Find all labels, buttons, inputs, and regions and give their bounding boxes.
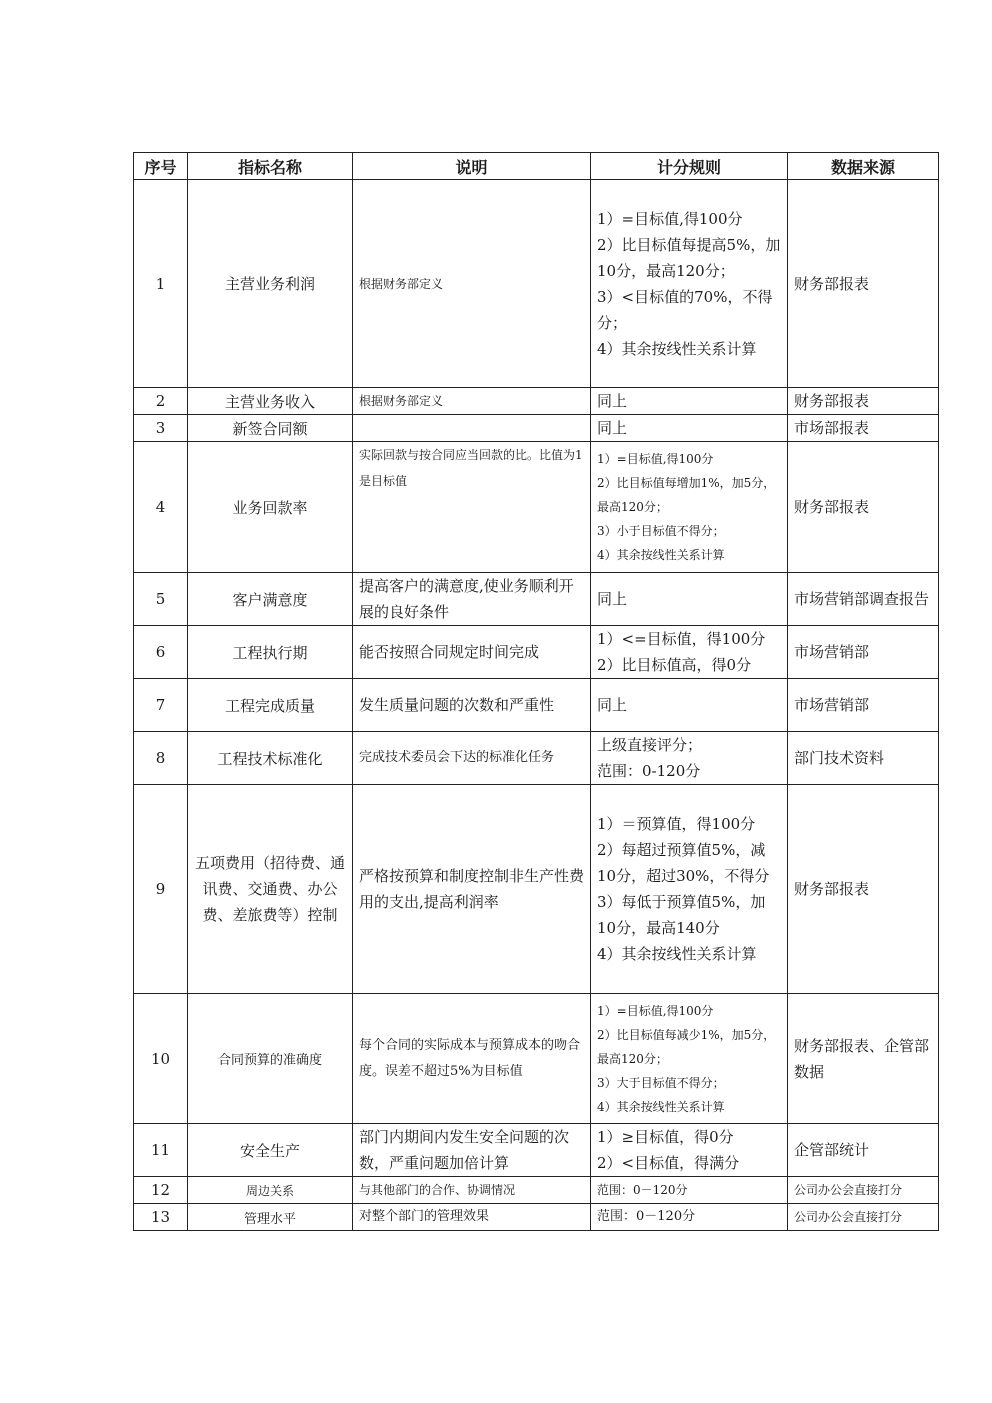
row-desc: 对整个部门的管理效果 — [353, 1204, 591, 1231]
row-source: 市场部报表 — [788, 415, 939, 442]
row-desc — [353, 415, 591, 442]
row-desc: 根据财务部定义 — [353, 180, 591, 388]
header-desc: 说明 — [353, 153, 591, 180]
row-rule: 同上 — [591, 415, 788, 442]
row-desc: 与其他部门的合作、协调情况 — [353, 1177, 591, 1204]
row-name: 主营业务利润 — [188, 180, 353, 388]
row-name: 工程完成质量 — [188, 679, 353, 732]
row-no: 9 — [134, 785, 188, 994]
row-no: 5 — [134, 573, 188, 626]
table-row — [134, 994, 939, 1124]
row-rule: 1）≥目标值，得0分 2）<目标值，得满分 — [591, 1124, 788, 1177]
row-source: 市场营销部 — [788, 626, 939, 679]
row-source: 财务部报表 — [788, 785, 939, 994]
row-source: 财务部报表 — [788, 180, 939, 388]
table-row — [134, 573, 939, 626]
row-name: 管理水平 — [188, 1204, 353, 1231]
row-name: 主营业务收入 — [188, 388, 353, 415]
row-name: 五项费用（招待费、通讯费、交通费、办公费、差旅费等）控制 — [188, 785, 353, 994]
header-no: 序号 — [134, 153, 188, 180]
row-name: 业务回款率 — [188, 442, 353, 573]
table-row — [134, 1177, 939, 1204]
kpi-table — [133, 152, 939, 1231]
row-rule: 同上 — [591, 573, 788, 626]
row-rule: 范围：0－120分 — [591, 1177, 788, 1204]
row-source: 公司办公会直接打分 — [788, 1204, 939, 1231]
row-rule: 上级直接评分； 范围：0-120分 — [591, 732, 788, 785]
row-rule: 同上 — [591, 388, 788, 415]
row-rule: 范围：0－120分 — [591, 1204, 788, 1231]
row-name: 新签合同额 — [188, 415, 353, 442]
row-desc: 提高客户的满意度,使业务顺利开展的良好条件 — [353, 573, 591, 626]
row-desc: 能否按照合同规定时间完成 — [353, 626, 591, 679]
header-source: 数据来源 — [788, 153, 939, 180]
table-row — [134, 180, 939, 388]
row-source: 市场营销部 — [788, 679, 939, 732]
row-desc: 严格按预算和制度控制非生产性费用的支出,提高利润率 — [353, 785, 591, 994]
row-no: 12 — [134, 1177, 188, 1204]
row-no: 7 — [134, 679, 188, 732]
row-name: 工程执行期 — [188, 626, 353, 679]
row-source: 企管部统计 — [788, 1124, 939, 1177]
row-no: 13 — [134, 1204, 188, 1231]
row-rule: 1）=目标值,得100分 2）比目标值每增加1%，加5分，最高120分； 3）小于目标值不得分； 4）其余按线性关系计算 — [591, 442, 788, 573]
row-desc: 每个合同的实际成本与预算成本的吻合度。误差不超过5%为目标值 — [353, 994, 591, 1124]
row-rule: 同上 — [591, 679, 788, 732]
table-row — [134, 1204, 939, 1231]
row-no: 3 — [134, 415, 188, 442]
row-source: 财务部报表、企管部数据 — [788, 994, 939, 1124]
row-no: 6 — [134, 626, 188, 679]
row-name: 周边关系 — [188, 1177, 353, 1204]
row-desc: 部门内期间内发生安全问题的次数，严重问题加倍计算 — [353, 1124, 591, 1177]
row-no: 1 — [134, 180, 188, 388]
table-row — [134, 442, 939, 573]
table-row — [134, 626, 939, 679]
row-name: 安全生产 — [188, 1124, 353, 1177]
row-no: 4 — [134, 442, 188, 573]
row-rule: 1）<=目标值，得100分 2）比目标值高，得0分 — [591, 626, 788, 679]
table-row — [134, 1124, 939, 1177]
row-rule: 1）=目标值,得100分 2）比目标值每减少1%，加5分，最高120分； 3）大于目标值不得分； 4）其余按线性关系计算 — [591, 994, 788, 1124]
row-source: 市场营销部调查报告 — [788, 573, 939, 626]
table-row — [134, 415, 939, 442]
row-desc: 根据财务部定义 — [353, 388, 591, 415]
row-source: 部门技术资料 — [788, 732, 939, 785]
row-no: 2 — [134, 388, 188, 415]
row-desc: 实际回款与按合同应当回款的比。比值为1是目标值 — [353, 442, 591, 573]
row-rule: 1）＝预算值，得100分 2）每超过预算值5%，减10分，超过30%，不得分 3）每低于预算值5%，加10分，最高140分 4）其余按线性关系计算 — [591, 785, 788, 994]
row-rule: 1）=目标值,得100分 2）比目标值每提高5%，加10分，最高120分； 3）<目标值的70%，不得分； 4）其余按线性关系计算 — [591, 180, 788, 388]
table-header-row — [134, 153, 939, 180]
header-rule: 计分规则 — [591, 153, 788, 180]
row-no: 11 — [134, 1124, 188, 1177]
row-desc: 完成技术委员会下达的标准化任务 — [353, 732, 591, 785]
row-desc: 发生质量问题的次数和严重性 — [353, 679, 591, 732]
header-name: 指标名称 — [188, 153, 353, 180]
row-no: 10 — [134, 994, 188, 1124]
table-row — [134, 388, 939, 415]
table-row — [134, 785, 939, 994]
row-source: 财务部报表 — [788, 442, 939, 573]
row-no: 8 — [134, 732, 188, 785]
row-source: 公司办公会直接打分 — [788, 1177, 939, 1204]
row-name: 客户满意度 — [188, 573, 353, 626]
row-source: 财务部报表 — [788, 388, 939, 415]
table-row — [134, 732, 939, 785]
row-name: 工程技术标准化 — [188, 732, 353, 785]
row-name: 合同预算的准确度 — [188, 994, 353, 1124]
table-row — [134, 679, 939, 732]
